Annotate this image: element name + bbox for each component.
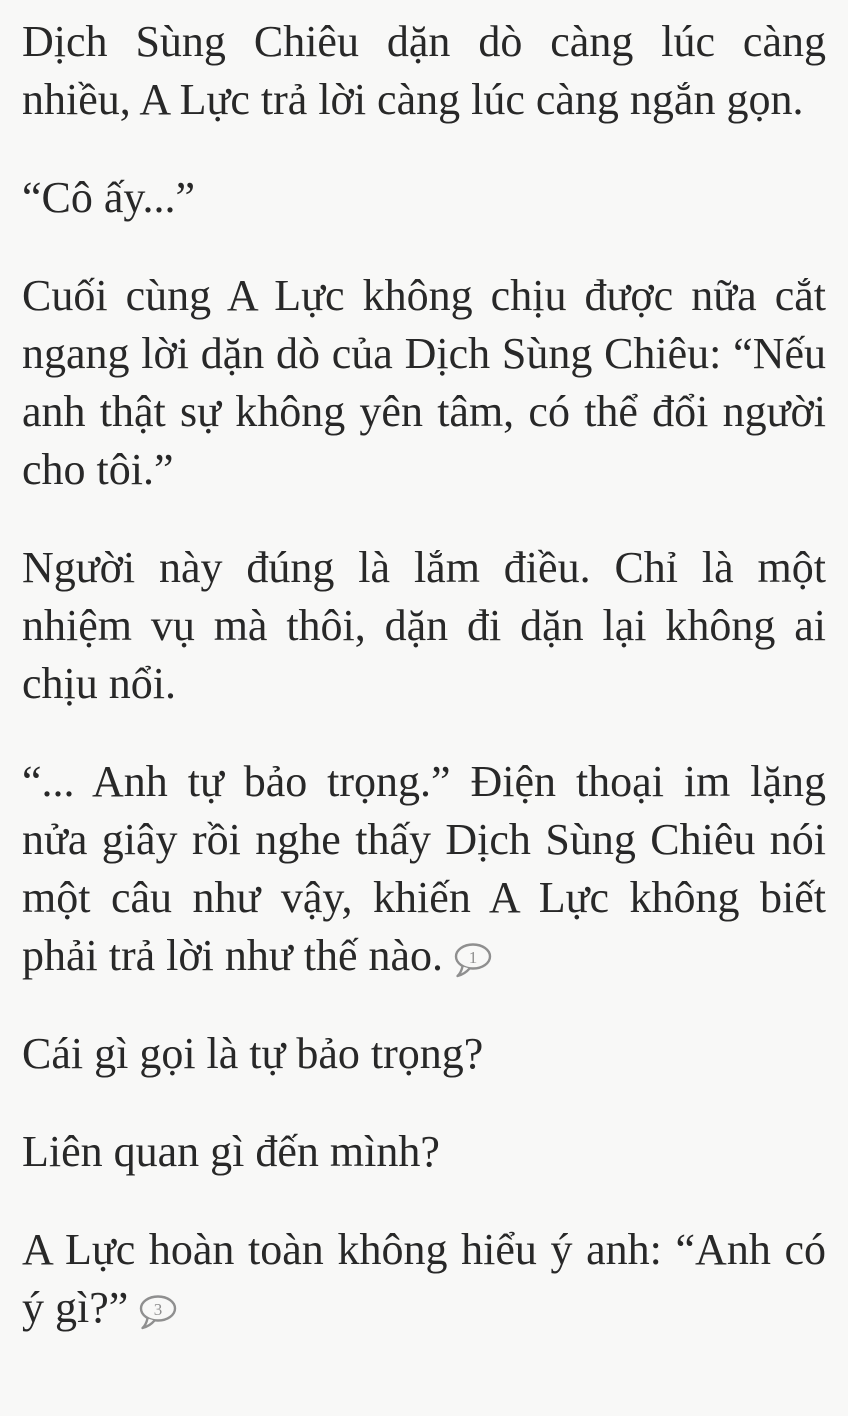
paragraph-text: A Lực hoàn toàn không hiểu ý anh: “Anh có ý gì?” xyxy=(22,1225,826,1332)
paragraph xyxy=(22,539,826,713)
paragraph-text: Người này đúng là lắm điều. Chỉ là một nhiệm vụ mà thôi, dặn đi dặn lại không ai chịu nổi. xyxy=(22,543,826,708)
paragraph xyxy=(22,13,826,129)
paragraph-text: Cái gì gọi là tự bảo trọng? xyxy=(22,1029,484,1078)
paragraph xyxy=(22,1025,826,1083)
comment-count-bubble-icon[interactable] xyxy=(138,1295,178,1331)
paragraph-text: “Cô ấy...” xyxy=(22,173,196,222)
paragraph xyxy=(22,1221,826,1337)
comment-count-bubble-icon[interactable] xyxy=(453,943,493,979)
paragraph xyxy=(22,169,826,227)
paragraph xyxy=(22,1123,826,1181)
paragraph xyxy=(22,267,826,499)
paragraph-text: “... Anh tự bảo trọng.” Điện thoại im lặng nửa giây rồi nghe thấy Dịch Sùng Chiêu nói một câu như vậy, khiến A Lực không biết phải trả lời như thế nào. xyxy=(22,757,826,980)
paragraph-text: Cuối cùng A Lực không chịu được nữa cắt ngang lời dặn dò của Dịch Sùng Chiêu: “Nếu anh thật sự không yên tâm, có thể đổi người cho tôi.” xyxy=(22,271,826,494)
paragraph-text: Liên quan gì đến mình? xyxy=(22,1127,440,1176)
comment-count: 1 xyxy=(468,948,478,967)
paragraph-text: Dịch Sùng Chiêu dặn dò càng lúc càng nhiều, A Lực trả lời càng lúc càng ngắn gọn. xyxy=(22,17,826,124)
comment-count: 3 xyxy=(154,1300,163,1319)
paragraph xyxy=(22,753,826,985)
